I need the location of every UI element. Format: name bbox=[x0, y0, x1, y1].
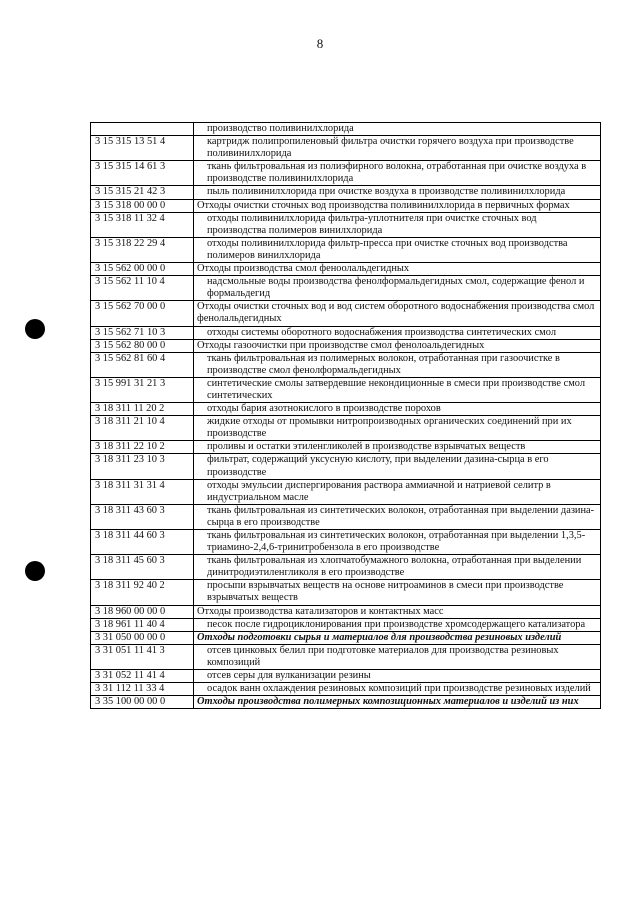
waste-code-cell bbox=[91, 123, 194, 136]
waste-code-cell: 3 31 052 11 41 4 bbox=[91, 670, 194, 683]
waste-catalog-table bbox=[90, 122, 601, 709]
table-row bbox=[91, 670, 601, 683]
table-row bbox=[91, 530, 601, 555]
binder-hole bbox=[25, 561, 45, 581]
waste-code-cell: 3 15 562 00 00 0 bbox=[91, 263, 194, 276]
waste-name-cell: ткань фильтровальная из синтетических волокон, отработанная при выделении дазина-сырца в его производстве bbox=[194, 504, 601, 529]
waste-name-cell: картридж полипропиленовый фильтра очистки горячего воздуха при производстве поливинилхлорида bbox=[194, 136, 601, 161]
waste-code-cell: 3 15 562 11 10 4 bbox=[91, 276, 194, 301]
table-row bbox=[91, 580, 601, 605]
waste-name-cell: Отходы очистки сточных вод и вод систем оборотного водоснабжения производства смол фенолальдегидных bbox=[194, 301, 601, 326]
table-row bbox=[91, 644, 601, 669]
table-row bbox=[91, 276, 601, 301]
waste-name-cell: отсев серы для вулканизации резины bbox=[194, 670, 601, 683]
table-row bbox=[91, 631, 601, 644]
waste-code-cell: 3 18 311 21 10 4 bbox=[91, 416, 194, 441]
table-row bbox=[91, 683, 601, 696]
waste-name-cell: проливы и остатки этиленгликолей в производстве взрывчатых веществ bbox=[194, 441, 601, 454]
waste-name-cell: ткань фильтровальная из синтетических волокон, отработанная при выделении 1,3,5-триамино-2,4,6-тринитробензола в его производстве bbox=[194, 530, 601, 555]
waste-name-cell: осадок ванн охлаждения резиновых композиций при производстве резиновых изделий bbox=[194, 683, 601, 696]
waste-name-cell: ткань фильтровальная из полиэфирного волокна, отработанная при очистке воздуха в производстве поливинилхлорида bbox=[194, 161, 601, 186]
waste-code-cell: 3 35 100 00 00 0 bbox=[91, 696, 194, 709]
waste-name-cell: песок после гидроциклонирования при производстве хромсодержащего катализатора bbox=[194, 618, 601, 631]
table-row bbox=[91, 479, 601, 504]
waste-code-cell: 3 18 960 00 00 0 bbox=[91, 605, 194, 618]
waste-code-cell: 3 15 315 21 42 3 bbox=[91, 186, 194, 199]
waste-name-cell: фильтрат, содержащий уксусную кислоту, при выделении дазина-сырца в его производстве bbox=[194, 454, 601, 479]
waste-code-cell: 3 18 311 31 31 4 bbox=[91, 479, 194, 504]
table-row bbox=[91, 454, 601, 479]
table-row bbox=[91, 377, 601, 402]
table-row bbox=[91, 199, 601, 212]
waste-code-cell: 3 15 315 14 61 3 bbox=[91, 161, 194, 186]
waste-name-cell: отходы поливинилхлорида фильтр-пресса при очистке сточных вод производства полимеров винилхлорида bbox=[194, 237, 601, 262]
waste-code-cell: 3 15 562 81 60 4 bbox=[91, 352, 194, 377]
waste-code-cell: 3 18 311 11 20 2 bbox=[91, 403, 194, 416]
waste-name-cell: ткань фильтровальная из хлопчатобумажного волокна, отработанная при выделении динитродиэтиленгликоля в его производстве bbox=[194, 555, 601, 580]
waste-name-cell: Отходы газоочистки при производстве смол фенолоальдегидных bbox=[194, 339, 601, 352]
table-row bbox=[91, 352, 601, 377]
waste-code-cell: 3 18 311 45 60 3 bbox=[91, 555, 194, 580]
waste-name-cell: отсев цинковых белил при подготовке материалов для производства резиновых композиций bbox=[194, 644, 601, 669]
binder-hole bbox=[25, 319, 45, 339]
waste-name-cell: Отходы очистки сточных вод производства поливинилхлорида в первичных формах bbox=[194, 199, 601, 212]
waste-code-cell: 3 18 311 43 60 3 bbox=[91, 504, 194, 529]
waste-name-cell: отходы эмульсии диспергирования раствора аммиачной и натриевой селитр в индустриальном масле bbox=[194, 479, 601, 504]
waste-name-cell: Отходы производства смол феноолальдегидных bbox=[194, 263, 601, 276]
waste-code-cell: 3 31 050 00 00 0 bbox=[91, 631, 194, 644]
waste-name-cell: просыпи взрывчатых веществ на основе нитроаминов в смеси при производстве взрывчатых веществ bbox=[194, 580, 601, 605]
waste-code-cell: 3 15 562 80 00 0 bbox=[91, 339, 194, 352]
waste-table-body bbox=[91, 123, 601, 709]
waste-name-cell: пыль поливинилхлорида при очистке воздуха в производстве поливинилхлорида bbox=[194, 186, 601, 199]
table-row bbox=[91, 326, 601, 339]
waste-name-cell: ткань фильтровальная из полимерных волокон, отработанная при газоочистке в производстве смол фенолформальдегидных bbox=[194, 352, 601, 377]
waste-name-cell: Отходы производства полимерных композиционных материалов и изделий из них bbox=[194, 696, 601, 709]
waste-code-cell: 3 18 311 44 60 3 bbox=[91, 530, 194, 555]
waste-code-cell: 3 15 562 70 00 0 bbox=[91, 301, 194, 326]
waste-name-cell: жидкие отходы от промывки нитропроизводных органических соединений при их производстве bbox=[194, 416, 601, 441]
table-row bbox=[91, 212, 601, 237]
waste-code-cell: 3 18 311 22 10 2 bbox=[91, 441, 194, 454]
table-row bbox=[91, 136, 601, 161]
waste-code-cell: 3 15 318 00 00 0 bbox=[91, 199, 194, 212]
table-row bbox=[91, 504, 601, 529]
waste-name-cell: отходы бария азотнокислого в производстве порохов bbox=[194, 403, 601, 416]
waste-code-cell: 3 15 991 31 21 3 bbox=[91, 377, 194, 402]
table-row bbox=[91, 237, 601, 262]
waste-name-cell: производство поливинилхлорида bbox=[194, 123, 601, 136]
table-row bbox=[91, 339, 601, 352]
waste-name-cell: синтетические смолы затвердевшие некондиционные в смеси при производстве смол синтетических bbox=[194, 377, 601, 402]
table-row bbox=[91, 416, 601, 441]
table-row bbox=[91, 263, 601, 276]
table-row bbox=[91, 696, 601, 709]
waste-name-cell: отходы системы оборотного водоснабжения производства синтетических смол bbox=[194, 326, 601, 339]
page-number: 8 bbox=[316, 36, 324, 51]
table-row bbox=[91, 605, 601, 618]
waste-code-cell: 3 18 961 11 40 4 bbox=[91, 618, 194, 631]
waste-name-cell: Отходы подготовки сырья и материалов для производства резиновых изделий bbox=[194, 631, 601, 644]
waste-code-cell: 3 31 051 11 41 3 bbox=[91, 644, 194, 669]
waste-code-cell: 3 15 318 11 32 4 bbox=[91, 212, 194, 237]
waste-code-cell: 3 15 318 22 29 4 bbox=[91, 237, 194, 262]
table-row bbox=[91, 403, 601, 416]
table-row bbox=[91, 301, 601, 326]
table-row bbox=[91, 618, 601, 631]
table-row bbox=[91, 123, 601, 136]
table-row bbox=[91, 441, 601, 454]
waste-name-cell: отходы поливинилхлорида фильтра-уплотнителя при очистке сточных вод производства полимеров винилхлорида bbox=[194, 212, 601, 237]
table-row bbox=[91, 161, 601, 186]
waste-code-cell: 3 15 315 13 51 4 bbox=[91, 136, 194, 161]
table-row bbox=[91, 186, 601, 199]
waste-code-cell: 3 31 112 11 33 4 bbox=[91, 683, 194, 696]
waste-name-cell: Отходы производства катализаторов и контактных масс bbox=[194, 605, 601, 618]
waste-code-cell: 3 15 562 71 10 3 bbox=[91, 326, 194, 339]
waste-code-cell: 3 18 311 23 10 3 bbox=[91, 454, 194, 479]
waste-name-cell: надсмольные воды производства фенолформальдегидных смол, содержащие фенол и формальдегид bbox=[194, 276, 601, 301]
waste-code-cell: 3 18 311 92 40 2 bbox=[91, 580, 194, 605]
table-row bbox=[91, 555, 601, 580]
